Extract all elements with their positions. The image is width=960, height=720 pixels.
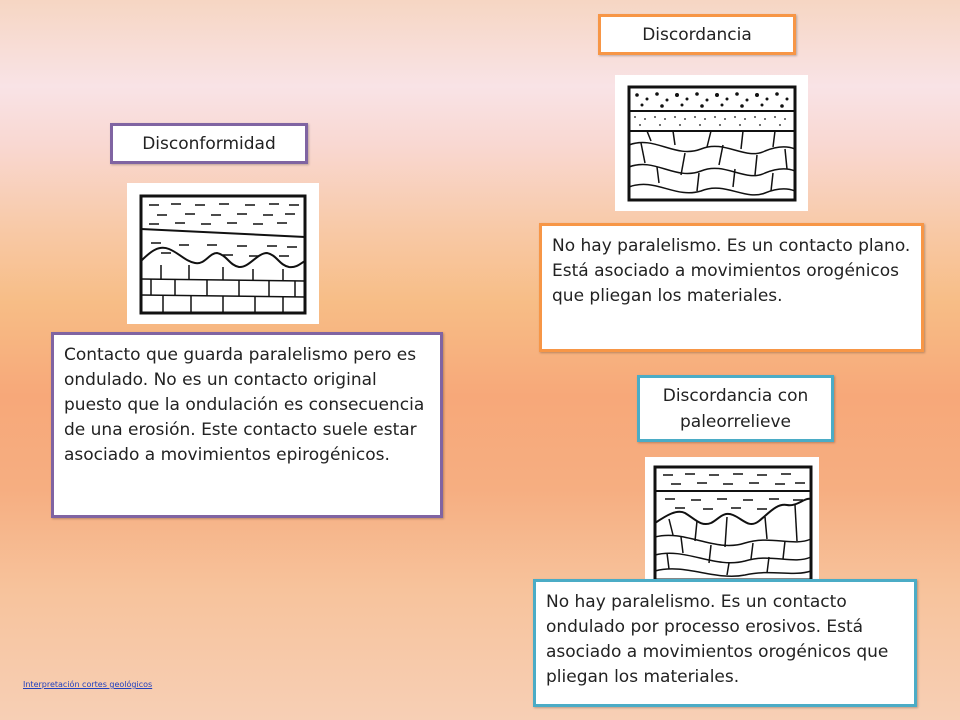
footer-link[interactable]: Interpretación cortes geológicos [23, 680, 153, 689]
disconformidad-description: Contacto que guarda paralelismo pero es ondulado. No es un contacto original puesto que la ondulación es consecuencia de una erosión. Este contacto suele estar asociado a movimientos epirogénicos. [51, 332, 443, 518]
discordancia-paleorrelieve-description: No hay paralelismo. Es un contacto ondulado por processo erosivos. Está asociado a movimientos orogénicos que pliegan los materiales. [533, 579, 917, 707]
discordancia-description: No hay paralelismo. Es un contacto plano. Está asociado a movimientos orogénicos que pliegan los materiales. [539, 223, 924, 352]
discordancia-title: Discordancia [598, 14, 796, 55]
discordancia-diagram [615, 75, 808, 211]
discordancia-paleorrelieve-title: Discordancia con paleorrelieve [637, 375, 834, 442]
disconformidad-diagram [127, 183, 319, 324]
disconformidad-title: Disconformidad [110, 123, 308, 164]
discordancia-paleorrelieve-diagram [645, 457, 819, 580]
